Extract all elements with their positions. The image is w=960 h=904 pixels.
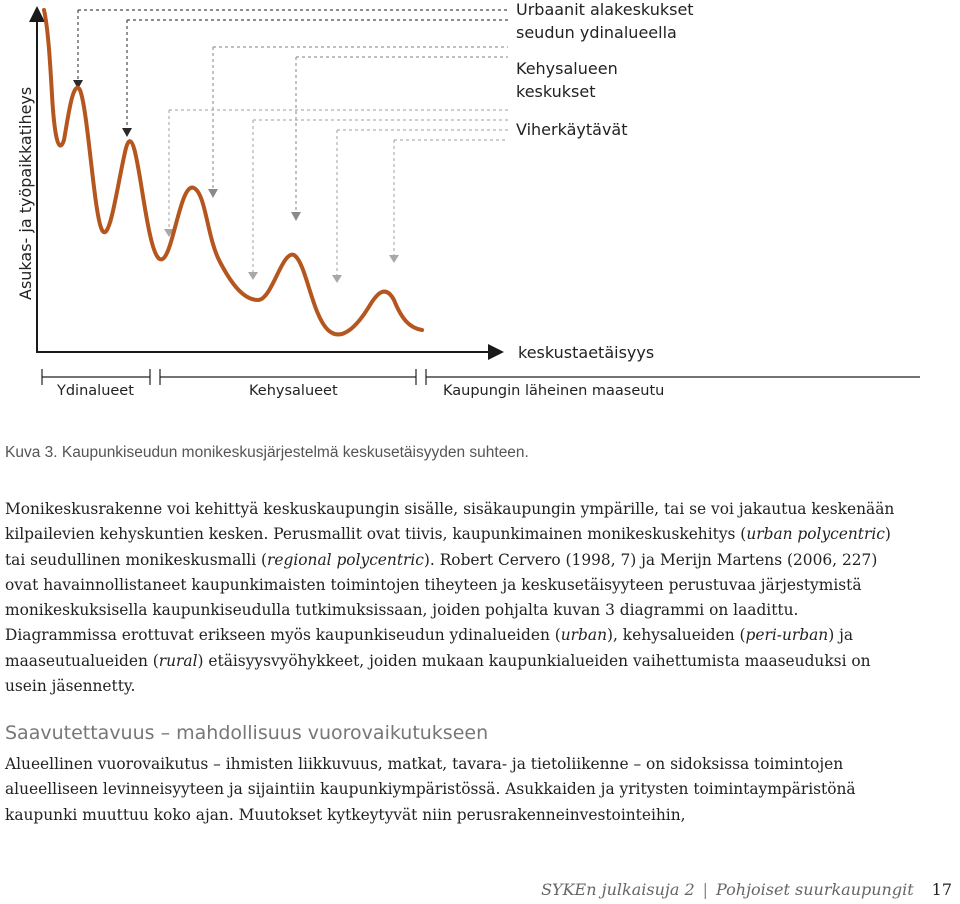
italic-term: rural [158, 651, 198, 670]
body-paragraph-2: Alueellinen vuorovaikutus – ihmisten liikkuvuus, matkat, tavara- ja tietoliikenne – on sidoksissa toimintojen alueelliseen levinneisyyteen ja sijaintiin kaupunkiympäristössä. Asukkaiden ja yritysten toimintaympäristönä kaupunki muuttuu koko ajan. Muutokset kytkeytyvät niin perusrakenneinvestointeihin, [5, 755, 856, 824]
italic-term: peri-urban [745, 626, 829, 645]
text-run: ), kehysalueiden ( [606, 626, 746, 645]
density-curve [44, 10, 422, 334]
italic-term: urban [560, 626, 607, 645]
footer-title: Pohjoiset suurkaupungit [716, 880, 914, 899]
legend-urban-subcenters-line1: Urbaanit alakeskukset [516, 0, 694, 19]
section-heading: Saavutettavuus – mahdollisuus vuorovaikutukseen [5, 722, 489, 744]
page-footer [541, 880, 952, 899]
footer-separator: | [702, 880, 709, 899]
legend-urban-subcenters [516, 0, 694, 44]
zone-label-rural: Kaupungin läheinen maaseutu [443, 383, 665, 399]
legend-urban-subcenters-line2: seudun ydinalueella [516, 23, 677, 42]
legend-edge-centers-line1: Kehysalueen [516, 59, 618, 78]
green-corridor-arrow-2 [248, 272, 258, 280]
urban-subcenter-leaders [78, 10, 508, 128]
italic-term: urban polycentric [746, 525, 885, 544]
legend-green-corridors-label: Viherkäytävät [516, 120, 628, 139]
italic-term: regional polycentric [267, 550, 424, 569]
text-run: ). Robert Cervero (1998, 7) ja Merijn Martens (2006, 227) ovat havainnollistaneet kaupunkimaisten toimintojen tiheyteen ja keskusetäisyyteen perustuvaa järjestymistä monikeskuksisella kaupunkiseudulla tutkimuksissaan, joiden pohjalta kuvan 3 diagrammi on laadittu. Diagrammissa erottuvat erikseen myös kaupunkiseudun ydinalueiden ( [5, 550, 878, 645]
edge-center-arrow-2 [291, 212, 301, 221]
green-corridor-arrow-4 [389, 255, 399, 263]
urban-subcenter-arrow-2 [122, 128, 132, 137]
legend-edge-centers [516, 57, 618, 103]
legend-green-corridors [516, 118, 627, 141]
edge-center-arrow-1 [208, 189, 218, 198]
footer-publication: SYKEn julkaisuja 2 [541, 880, 695, 899]
text-run: ) tai seudullinen monikeskusmalli ( [5, 525, 891, 569]
figure-graphic [0, 0, 960, 410]
page-number: 17 [931, 880, 952, 899]
text-run: ) ja maaseutualueiden ( [5, 626, 854, 670]
figure-caption: Kuva 3. Kaupunkiseudun monikeskusjärjestelmä keskusetäisyyden suhteen. [5, 444, 529, 461]
x-axis-label: keskustaetäisyys [518, 343, 655, 362]
green-corridor-leaders [169, 110, 508, 275]
y-axis-label: Asukas- ja työpaikkatiheys [16, 86, 35, 300]
zone-label-edge: Kehysalueet [249, 383, 338, 399]
legend-edge-centers-line2: keskukset [516, 82, 596, 101]
body-paragraph-1 [5, 497, 910, 699]
green-corridor-arrow-3 [332, 275, 342, 283]
zone-label-core: Ydinalueet [57, 383, 134, 399]
text-run: ) etäisyysvyöhykkeet, joiden mukaan kaupunkialueiden vaihettumista maaseuduksi on usein jäsennetty. [5, 651, 871, 696]
text-run: Monikeskusrakenne voi kehittyä keskuskaupungin sisälle, sisäkaupungin ympärille, tai se voi jakautua keskenään kilpailevien kehyskuntien kesken. Perusmallit ovat tiivis, kaupunkimainen monikeskuskehitys ( [5, 500, 895, 544]
density-distance-figure [0, 0, 960, 410]
